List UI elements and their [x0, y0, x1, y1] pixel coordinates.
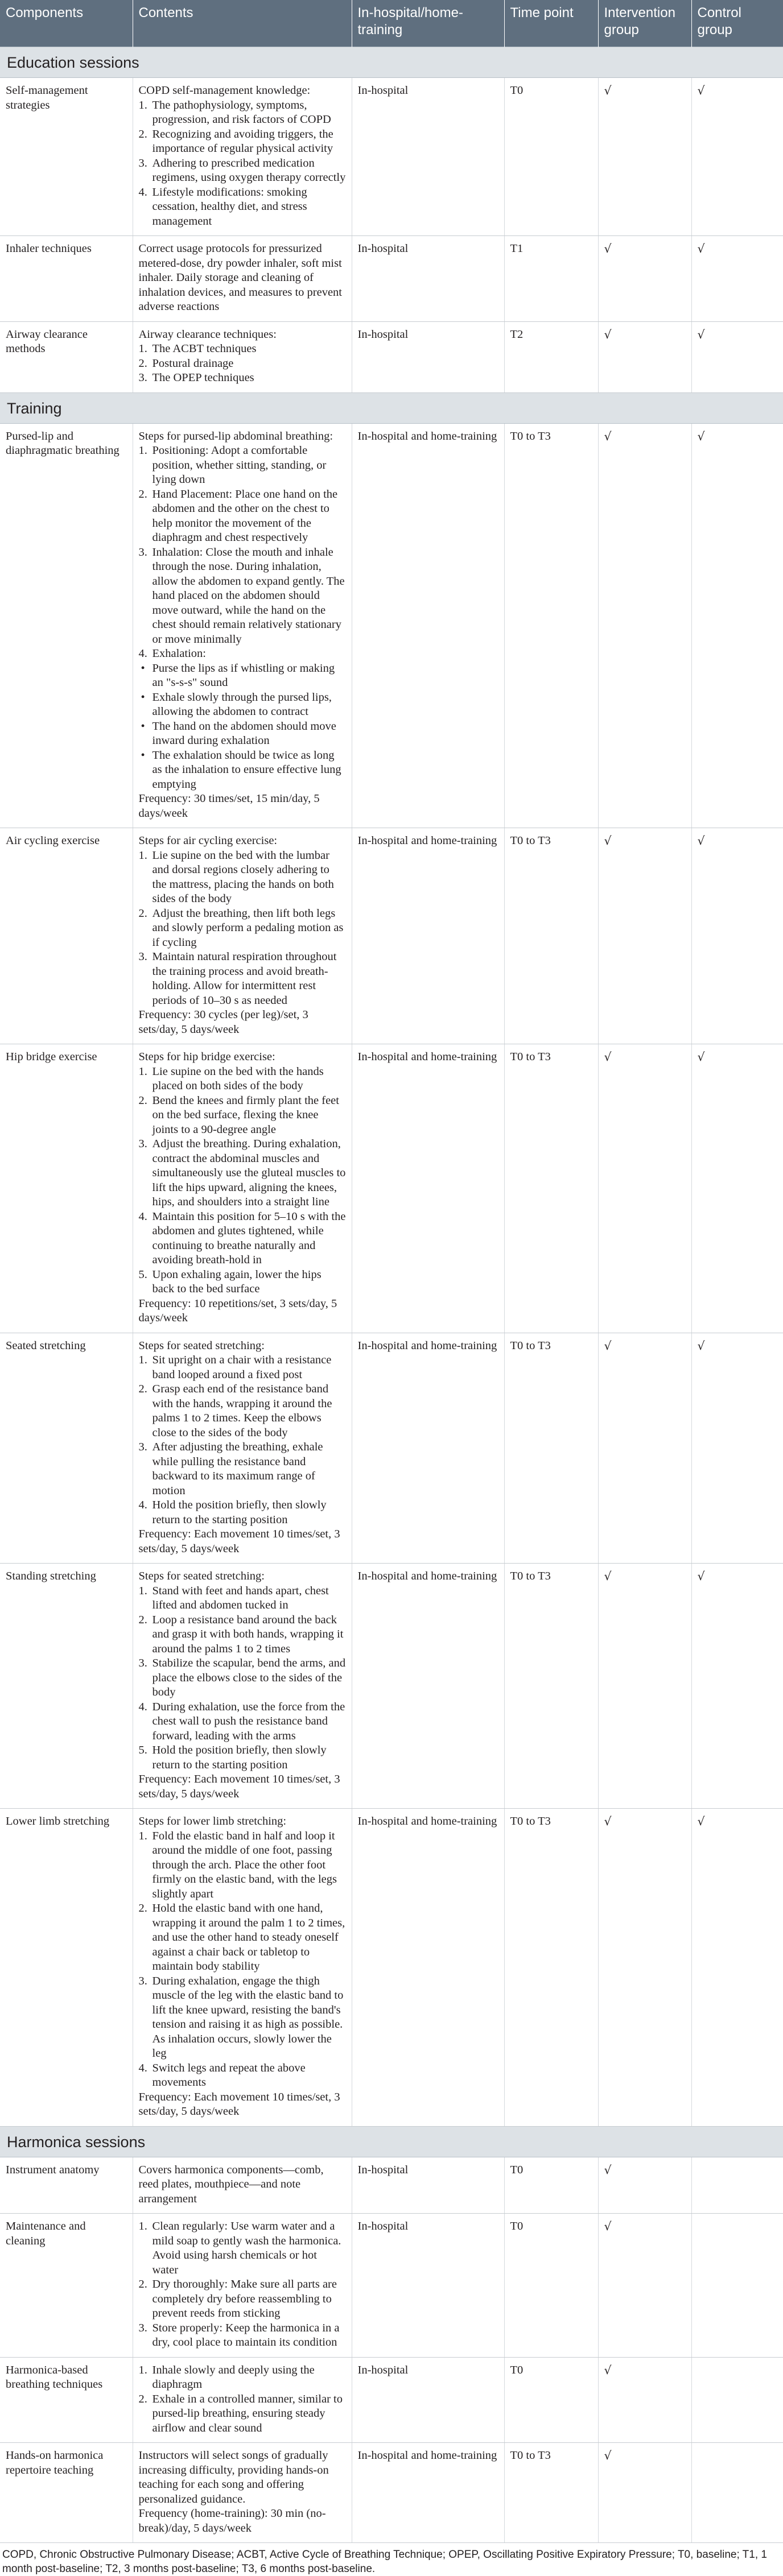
list-text: Sit upright on a chair with a resistance band looped around a fixed post	[152, 1354, 332, 1381]
list-text: The pathophysiology, symptoms, progression, and risk factors of COPD	[152, 98, 331, 126]
list-item	[139, 2277, 346, 2321]
header-setting: In-hospital/home-training	[352, 0, 504, 47]
contents-intro: Correct usage protocols for pressurized metered-dose, dry powder inhaler, soft mist inhaler. Daily storage and cleaning of inhalation devices, and measures to prevent adverse reactions	[138, 242, 342, 313]
contents-intro: Steps for hip bridge exercise:	[138, 1051, 275, 1063]
list-text: Store properly: Keep the harmonica in a dry, cool place to maintain its condition	[152, 2321, 340, 2348]
frequency-text: Frequency: 30 times/set, 15 min/day, 5 days/week	[138, 792, 320, 820]
time-point-cell: T0 to T3	[504, 1333, 598, 1564]
component-cell: Hands-on harmonica repertoire teaching	[0, 2443, 133, 2543]
table-header	[0, 0, 783, 47]
list-marker: 2.	[138, 127, 147, 140]
contents-intro: Steps for lower limb stretching:	[138, 1815, 287, 1827]
list-text: Upon exhaling again, lower the hips back to the bed surface	[152, 1268, 322, 1295]
time-point-cell: T0 to T3	[504, 423, 598, 828]
component-cell: Maintenance and cleaning	[0, 2214, 133, 2358]
component-cell: Standing stretching	[0, 1564, 133, 1809]
table-row	[0, 2357, 783, 2443]
list-text: Exhalation:	[152, 647, 207, 660]
intervention-check: √	[598, 321, 691, 392]
section-row	[0, 392, 783, 423]
contents-cell	[133, 1333, 352, 1564]
intervention-check: √	[598, 1044, 691, 1333]
list-text: Adjust the breathing. During exhalation, contract the abdominal muscles and simultaneously use the gluteal muscles to lift the hips upward, aligning the knees, hips, and shoulders into a straight line	[152, 1138, 346, 1208]
component-cell: Pursed-lip and diaphragmatic breathing	[0, 423, 133, 828]
time-point-cell: T0	[504, 78, 598, 236]
setting-cell: In-hospital and home-training	[352, 828, 504, 1044]
list-item	[139, 1440, 346, 1498]
component-cell: Instrument anatomy	[0, 2157, 133, 2214]
list-item	[139, 1065, 346, 1094]
intervention-check: √	[598, 2214, 691, 2358]
list-marker: •	[141, 749, 145, 762]
list-text: Exhale in a controlled manner, similar to pursed-lip breathing, ensuring steady airflow and clear sound	[152, 2392, 343, 2434]
list-text: Lie supine on the bed with the hands placed on both sides of the body	[152, 1065, 324, 1092]
list-item	[139, 1210, 346, 1268]
list-text: Maintain natural respiration throughout the training process and avoid breath-holding. Allow for intermittent rest periods of 10–30 s as needed	[152, 950, 337, 1007]
list-item	[139, 849, 346, 907]
frequency-text: Frequency: 10 repetitions/set, 3 sets/day, 5 days/week	[138, 1297, 337, 1324]
setting-cell: In-hospital	[352, 78, 504, 236]
list-marker: 3.	[138, 2321, 147, 2334]
contents-list	[139, 2363, 346, 2436]
list-item	[139, 1353, 346, 1382]
list-text: Lifestyle modifications: smoking cessation, healthy diet, and stress management	[152, 185, 307, 228]
time-point-cell: T2	[504, 321, 598, 392]
header-components: Components	[0, 0, 133, 47]
section-title: Training	[0, 392, 783, 423]
list-item	[139, 1656, 346, 1700]
list-item	[139, 647, 346, 661]
time-point-cell: T0	[504, 2357, 598, 2443]
list-text: Bend the knees and firmly plant the feet on the bed surface, flexing the knee joints to a 90-degree angle	[152, 1094, 339, 1136]
time-point-cell: T0	[504, 2157, 598, 2214]
list-item	[139, 1901, 346, 1974]
control-check: √	[691, 1564, 783, 1809]
component-cell: Airway clearance methods	[0, 321, 133, 392]
contents-intro: Covers harmonica components—comb, reed plates, mouthpiece—and note arrangement	[138, 2163, 324, 2205]
list-marker: 3.	[138, 1657, 147, 1669]
list-item	[139, 185, 346, 229]
list-marker: 3.	[138, 1441, 147, 1453]
header-control-group: Control group	[691, 0, 783, 47]
list-text: Lie supine on the bed with the lumbar and dorsal regions closely adhering to the mattress, placing the hands on both sides of the body	[152, 849, 334, 905]
list-marker: 1.	[138, 1065, 147, 1078]
list-text: Hand Placement: Place one hand on the abdomen and the other on the chest to help monitor the movement of the diaphragm and chest respectively	[152, 487, 338, 544]
list-item	[139, 1613, 346, 1657]
list-item	[139, 2061, 346, 2090]
list-text: During exhalation, use the force from the chest wall to push the resistance band forward, leading with the arms	[152, 1700, 345, 1742]
setting-cell: In-hospital and home-training	[352, 1044, 504, 1333]
list-text: Clean regularly: Use warm water and a mild soap to gently wash the harmonica. Avoid using harsh chemicals or hot water	[152, 2220, 341, 2276]
list-marker: 2.	[138, 1902, 147, 1915]
list-marker: 3.	[138, 545, 147, 559]
list-text: During exhalation, engage the thigh muscle of the leg with the elastic band to lift the knee upward, resisting the band's tension and raising it as high as possible. As inhalation occurs, slowly lower the leg	[152, 1974, 344, 2060]
contents-cell	[133, 2214, 352, 2358]
list-text: The OPEP techniques	[152, 371, 254, 384]
header-time-point: Time point	[504, 0, 598, 47]
list-item	[139, 444, 346, 487]
contents-cell	[133, 1044, 352, 1333]
list-item	[139, 2321, 346, 2350]
list-item	[139, 156, 346, 185]
list-text: Postural drainage	[152, 357, 234, 370]
time-point-cell: T0 to T3	[504, 1044, 598, 1333]
list-marker: 3.	[138, 1138, 147, 1150]
list-item	[139, 2363, 346, 2392]
list-marker: •	[141, 690, 145, 704]
list-text: Fold the elastic band in half and loop it around the middle of one foot, passing through the arch. Place the other foot firmly on the elastic band, with the legs slightly apart	[152, 1829, 337, 1900]
time-point-cell: T1	[504, 236, 598, 322]
contents-cell	[133, 2443, 352, 2543]
intervention-check: √	[598, 2443, 691, 2543]
list-text: Grasp each end of the resistance band with the hands, wrapping it around the palms 1 to 2 times. Keep the elbows close to the sides of the body	[152, 1383, 332, 1439]
list-item	[139, 1382, 346, 1440]
list-item	[139, 720, 346, 749]
contents-list	[139, 98, 346, 229]
list-marker: 1.	[138, 444, 147, 457]
list-item	[139, 1498, 346, 1527]
contents-cell	[133, 828, 352, 1044]
contents-intro: Steps for pursed-lip abdominal breathing:	[138, 429, 333, 443]
frequency-text: Frequency: Each movement 10 times/set, 3 sets/day, 5 days/week	[138, 2090, 340, 2118]
intervention-check: √	[598, 828, 691, 1044]
list-item	[139, 1743, 346, 1772]
contents-list	[139, 849, 346, 1008]
component-cell: Lower limb stretching	[0, 1809, 133, 2127]
time-point-cell: T0 to T3	[504, 1809, 598, 2127]
control-check: √	[691, 1809, 783, 2127]
list-text: The hand on the abdomen should move inward during exhalation	[152, 720, 336, 747]
table-row	[0, 321, 783, 392]
intervention-check: √	[598, 1809, 691, 2127]
section-row	[0, 2126, 783, 2157]
contents-cell	[133, 321, 352, 392]
component-cell: Air cycling exercise	[0, 828, 133, 1044]
table-row	[0, 1333, 783, 1564]
contents-list	[139, 1065, 346, 1297]
list-text: Hold the position briefly, then slowly return to the starting position	[152, 1499, 327, 1526]
list-marker: 4.	[138, 185, 147, 199]
section-row	[0, 47, 783, 78]
table-row	[0, 2157, 783, 2214]
list-item	[139, 2219, 346, 2277]
section-title: Harmonica sessions	[0, 2126, 783, 2157]
frequency-text: Frequency: Each movement 10 times/set, 3 sets/day, 5 days/week	[138, 1528, 340, 1555]
time-point-cell: T0 to T3	[504, 2443, 598, 2543]
list-item	[139, 661, 346, 690]
list-text: Switch legs and repeat the above movements	[152, 2061, 306, 2089]
frequency-text: Frequency (home-training): 30 min (no-break)/day, 5 days/week	[138, 2507, 326, 2534]
list-text: After adjusting the breathing, exhale while pulling the resistance band backward to its maximum range of motion	[152, 1441, 323, 1497]
contents-cell	[133, 423, 352, 828]
contents-cell	[133, 2357, 352, 2443]
control-check: √	[691, 78, 783, 236]
intervention-check: √	[598, 1333, 691, 1564]
contents-intro: Airway clearance techniques:	[138, 328, 277, 341]
list-marker: 5.	[138, 1268, 147, 1281]
list-text: Exhale slowly through the pursed lips, allowing the abdomen to contract	[152, 690, 332, 718]
contents-intro: COPD self-management knowledge:	[138, 84, 311, 97]
list-item	[139, 487, 346, 545]
control-check: √	[691, 828, 783, 1044]
setting-cell: In-hospital and home-training	[352, 1564, 504, 1809]
list-marker: 1.	[138, 1584, 147, 1597]
contents-list	[139, 1353, 346, 1527]
list-item	[139, 98, 346, 127]
frequency-text: Frequency: Each movement 10 times/set, 3 sets/day, 5 days/week	[138, 1773, 340, 1800]
table-row	[0, 2443, 783, 2543]
table-body	[0, 47, 783, 2543]
frequency-text: Frequency: 30 cycles (per leg)/set, 3 sets/day, 5 days/week	[138, 1008, 308, 1036]
control-check: √	[691, 1044, 783, 1333]
list-item	[139, 342, 346, 357]
setting-cell: In-hospital and home-training	[352, 1809, 504, 2127]
control-check	[691, 2357, 783, 2443]
list-marker: 2.	[138, 487, 147, 501]
header-contents: Contents	[133, 0, 352, 47]
list-marker: 1.	[138, 849, 147, 862]
table-row	[0, 1044, 783, 1333]
list-item	[139, 1974, 346, 2061]
contents-intro: Instructors will select songs of gradually increasing difficulty, providing hands-on teaching for each song and offering personalized guidance.	[138, 2449, 329, 2505]
list-item	[139, 1268, 346, 1297]
list-marker: 1.	[138, 2363, 147, 2376]
list-text: Stand with feet and hands apart, chest lifted and abdomen tucked in	[152, 1584, 329, 1611]
intervention-check: √	[598, 236, 691, 322]
setting-cell: In-hospital	[352, 321, 504, 392]
list-item	[139, 371, 346, 386]
list-text: Inhalation: Close the mouth and inhale through the nose. During inhalation, allow the abdomen to expand gently. The hand placed on the abdomen should move outward, while the hand on the chest should remain relatively stationary or move minimally	[152, 545, 345, 646]
list-item	[139, 545, 346, 647]
list-item	[139, 357, 346, 371]
table-row	[0, 236, 783, 322]
list-item	[139, 1094, 346, 1138]
list-item	[139, 1137, 346, 1210]
list-text: The ACBT techniques	[152, 342, 257, 355]
setting-cell: In-hospital	[352, 2214, 504, 2358]
contents-list	[139, 444, 346, 792]
setting-cell: In-hospital	[352, 2357, 504, 2443]
list-marker: 3.	[138, 371, 147, 384]
list-text: Maintain this position for 5–10 s with the abdomen and glutes tightened, while continuing to breathe naturally and avoiding breath-hold in	[152, 1210, 346, 1266]
list-marker: 2.	[138, 357, 147, 370]
component-cell: Seated stretching	[0, 1333, 133, 1564]
contents-list	[139, 342, 346, 386]
component-cell: Self-management strategies	[0, 78, 133, 236]
list-text: Recognizing and avoiding triggers, the importance of regular physical activity	[152, 127, 333, 155]
list-text: Dry thoroughly: Make sure all parts are completely dry before reassembling to prevent reeds from sticking	[152, 2278, 337, 2319]
list-marker: 3.	[138, 950, 147, 963]
contents-list	[139, 1584, 346, 1773]
contents-intro: Steps for air cycling exercise:	[138, 834, 278, 847]
table-row	[0, 78, 783, 236]
intervention-check: √	[598, 2357, 691, 2443]
component-cell: Inhaler techniques	[0, 236, 133, 322]
list-text: Hold the elastic band with one hand, wrapping it around the palm 1 to 2 times, and use the other hand to steady oneself against a chair back or tabletop to maintain body stability	[152, 1902, 345, 1973]
list-item	[139, 907, 346, 950]
list-marker: 4.	[138, 1210, 147, 1223]
table-row	[0, 1564, 783, 1809]
intervention-check: √	[598, 423, 691, 828]
table-row	[0, 1809, 783, 2127]
control-check: √	[691, 236, 783, 322]
list-item	[139, 2392, 346, 2436]
contents-cell	[133, 2157, 352, 2214]
list-marker: 5.	[138, 1744, 147, 1756]
setting-cell: In-hospital and home-training	[352, 1333, 504, 1564]
list-item	[139, 950, 346, 1008]
setting-cell: In-hospital	[352, 236, 504, 322]
section-title: Education sessions	[0, 47, 783, 78]
header-intervention-group: Intervention group	[598, 0, 691, 47]
list-text: Positioning: Adopt a comfortable position, whether sitting, standing, or lying down	[152, 444, 327, 486]
list-marker: 1.	[138, 98, 147, 111]
contents-list	[139, 2219, 346, 2350]
control-check	[691, 2443, 783, 2543]
control-check: √	[691, 1333, 783, 1564]
list-marker: 1.	[138, 342, 147, 355]
list-marker: 2.	[138, 2392, 147, 2405]
contents-intro: Steps for seated stretching:	[138, 1570, 265, 1582]
list-text: Purse the lips as if whistling or making an "s-s-s" sound	[152, 661, 335, 689]
list-item	[139, 690, 346, 720]
contents-cell	[133, 236, 352, 322]
list-marker: 2.	[138, 1383, 147, 1395]
list-marker: 4.	[138, 1499, 147, 1511]
time-point-cell: T0	[504, 2214, 598, 2358]
list-text: Adjust the breathing, then lift both legs and slowly perform a pedaling motion as if cycling	[152, 907, 344, 949]
list-marker: 2.	[138, 907, 147, 920]
list-text: Hold the position briefly, then slowly return to the starting position	[152, 1744, 327, 1771]
table-row	[0, 423, 783, 828]
list-item	[139, 1829, 346, 1902]
list-text: Loop a resistance band around the back and grasp it with both hands, wrapping it around the palms 1 to 2 times	[152, 1613, 344, 1655]
control-check: √	[691, 423, 783, 828]
intervention-check: √	[598, 78, 691, 236]
intervention-check: √	[598, 2157, 691, 2214]
setting-cell: In-hospital and home-training	[352, 423, 504, 828]
list-marker: 1.	[138, 2220, 147, 2232]
list-marker: 4.	[138, 2061, 147, 2074]
list-marker: 3.	[138, 156, 147, 169]
contents-intro: Steps for seated stretching:	[138, 1339, 265, 1352]
list-marker: 1.	[138, 1354, 147, 1366]
list-item	[139, 127, 346, 156]
contents-list	[139, 1829, 346, 2090]
contents-cell	[133, 1809, 352, 2127]
list-item	[139, 749, 346, 792]
setting-cell: In-hospital	[352, 2157, 504, 2214]
intervention-check: √	[598, 1564, 691, 1809]
list-marker: 1.	[138, 1829, 147, 1842]
table-row	[0, 828, 783, 1044]
list-marker: 2.	[138, 2278, 147, 2290]
list-marker: •	[141, 720, 145, 733]
component-cell: Harmonica-based breathing techniques	[0, 2357, 133, 2443]
list-item	[139, 1700, 346, 1744]
contents-cell	[133, 78, 352, 236]
list-text: The exhalation should be twice as long as the inhalation to ensure effective lung emptying	[152, 749, 341, 791]
list-marker: 4.	[138, 1700, 147, 1713]
list-item	[139, 1584, 346, 1613]
list-marker: 3.	[138, 1974, 147, 1987]
list-text: Inhale slowly and deeply using the diaphragm	[152, 2363, 315, 2391]
list-marker: 4.	[138, 647, 147, 660]
setting-cell: In-hospital and home-training	[352, 2443, 504, 2543]
contents-cell	[133, 1564, 352, 1809]
list-marker: 2.	[138, 1613, 147, 1626]
list-text: Adhering to prescribed medication regimens, using oxygen therapy correctly	[152, 156, 346, 184]
time-point-cell: T0 to T3	[504, 828, 598, 1044]
list-marker: 2.	[138, 1094, 147, 1107]
component-cell: Hip bridge exercise	[0, 1044, 133, 1333]
list-marker: •	[141, 661, 145, 675]
time-point-cell: T0 to T3	[504, 1564, 598, 1809]
table-footnote: COPD, Chronic Obstructive Pulmonary Disease; ACBT, Active Cycle of Breathing Technique; OPEP, Oscillating Positive Expiratory Pressure; T0, baseline; T1, 1 month post-baseline; T2, 3 months post-baseline; T3, 6 months post-baseline.	[2, 2549, 767, 2575]
control-check: √	[691, 321, 783, 392]
list-text: Stabilize the scapular, bend the arms, and place the elbows close to the sides of the body	[152, 1657, 346, 1698]
control-check	[691, 2157, 783, 2214]
control-check	[691, 2214, 783, 2358]
table-row	[0, 2214, 783, 2358]
header-row	[0, 0, 783, 47]
